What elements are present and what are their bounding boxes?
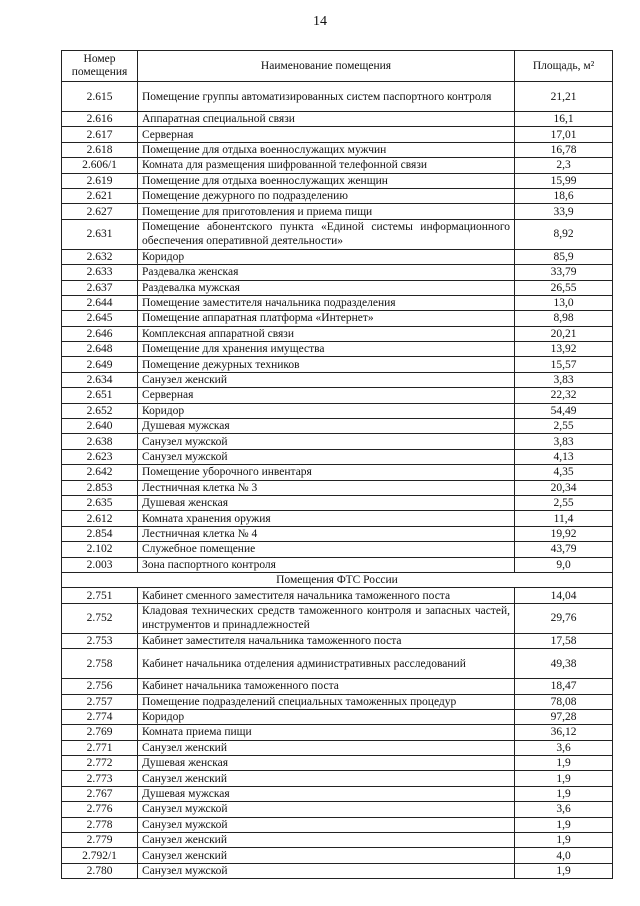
room-name-cell: Санузел женский [138, 771, 515, 786]
table-row [62, 357, 613, 372]
table-row [62, 603, 613, 633]
room-name-cell: Душевая мужская [138, 786, 515, 801]
room-name-cell: Помещение группы автоматизированных систем паспортного контроля [138, 82, 515, 112]
room-name-cell: Санузел мужской [138, 863, 515, 878]
room-area-cell: 9,0 [515, 557, 613, 572]
room-number-cell: 2.652 [62, 403, 138, 418]
room-name-cell: Санузел женский [138, 848, 515, 863]
room-name-cell: Коридор [138, 709, 515, 724]
room-number-cell: 2.645 [62, 311, 138, 326]
room-number-cell: 2.631 [62, 219, 138, 249]
room-number-cell: 2.638 [62, 434, 138, 449]
room-number-cell: 2.651 [62, 388, 138, 403]
room-name-cell: Помещение абонентского пункта «Единой системы информационного обеспечения оперативной деятельности» [138, 219, 515, 249]
table-row [62, 388, 613, 403]
section-title: Помещения ФТС России [62, 572, 613, 587]
room-area-cell: 4,35 [515, 465, 613, 480]
room-name-cell: Кладовая технических средств таможенного контроля и запасных частей, инструментов и принадлежностей [138, 603, 515, 633]
room-name-cell: Служебное помещение [138, 542, 515, 557]
table-row [62, 833, 613, 848]
room-name-cell: Аппаратная специальной связи [138, 112, 515, 127]
room-area-cell: 3,6 [515, 740, 613, 755]
room-name-cell: Санузел мужской [138, 817, 515, 832]
room-number-cell: 2.779 [62, 833, 138, 848]
room-name-cell: Санузел мужской [138, 802, 515, 817]
room-name-cell: Лестничная клетка № 3 [138, 480, 515, 495]
header-area: Площадь, м² [515, 51, 613, 82]
table-row [62, 588, 613, 603]
room-number-cell: 2.649 [62, 357, 138, 372]
room-area-cell: 16,78 [515, 142, 613, 157]
room-name-cell: Кабинет начальника отделения административных расследований [138, 649, 515, 679]
room-name-cell: Помещение для отдыха военнослужащих женщин [138, 173, 515, 188]
table-row [62, 142, 613, 157]
table-row [62, 557, 613, 572]
room-number-cell: 2.769 [62, 725, 138, 740]
room-name-cell: Помещение заместителя начальника подразделения [138, 295, 515, 310]
rooms-group-b [62, 588, 613, 879]
room-number-cell: 2.640 [62, 419, 138, 434]
table-row [62, 694, 613, 709]
table-row [62, 249, 613, 264]
table-row [62, 403, 613, 418]
room-area-cell: 3,83 [515, 434, 613, 449]
table-row [62, 204, 613, 219]
table-row [62, 112, 613, 127]
table-row [62, 265, 613, 280]
room-number-cell: 2.003 [62, 557, 138, 572]
table-row [62, 679, 613, 694]
table-row [62, 542, 613, 557]
table-row [62, 511, 613, 526]
room-area-cell: 49,38 [515, 649, 613, 679]
table-row [62, 372, 613, 387]
room-number-cell: 2.616 [62, 112, 138, 127]
room-area-cell: 1,9 [515, 863, 613, 878]
room-number-cell: 2.102 [62, 542, 138, 557]
room-name-cell: Комната приема пищи [138, 725, 515, 740]
rooms-table [61, 50, 613, 879]
room-name-cell: Кабинет начальника таможенного поста [138, 679, 515, 694]
room-number-cell: 2.648 [62, 342, 138, 357]
room-area-cell: 33,79 [515, 265, 613, 280]
room-number-cell: 2.853 [62, 480, 138, 495]
room-number-cell: 2.758 [62, 649, 138, 679]
room-number-cell: 2.767 [62, 786, 138, 801]
room-number-cell: 2.619 [62, 173, 138, 188]
room-number-cell: 2.780 [62, 863, 138, 878]
table-row [62, 158, 613, 173]
section-row [62, 572, 613, 587]
room-number-cell: 2.771 [62, 740, 138, 755]
room-number-cell: 2.778 [62, 817, 138, 832]
table-row [62, 649, 613, 679]
room-name-cell: Помещение уборочного инвентаря [138, 465, 515, 480]
room-area-cell: 1,9 [515, 817, 613, 832]
room-area-cell: 2,55 [515, 495, 613, 510]
room-area-cell: 14,04 [515, 588, 613, 603]
room-number-cell: 2.757 [62, 694, 138, 709]
room-area-cell: 4,0 [515, 848, 613, 863]
room-name-cell: Помещение дежурных техников [138, 357, 515, 372]
room-area-cell: 18,6 [515, 188, 613, 203]
room-name-cell: Душевая женская [138, 495, 515, 510]
header-room-number: Номер помещения [62, 51, 138, 82]
room-area-cell: 18,47 [515, 679, 613, 694]
room-area-cell: 19,92 [515, 526, 613, 541]
room-number-cell: 2.644 [62, 295, 138, 310]
room-area-cell: 22,32 [515, 388, 613, 403]
table-row [62, 280, 613, 295]
room-name-cell: Серверная [138, 127, 515, 142]
room-number-cell: 2.615 [62, 82, 138, 112]
table-row [62, 219, 613, 249]
table-row [62, 633, 613, 648]
room-number-cell: 2.637 [62, 280, 138, 295]
table-row [62, 173, 613, 188]
room-name-cell: Раздевалка женская [138, 265, 515, 280]
table-row [62, 725, 613, 740]
room-area-cell: 3,6 [515, 802, 613, 817]
room-area-cell: 97,28 [515, 709, 613, 724]
room-area-cell: 20,34 [515, 480, 613, 495]
room-name-cell: Зона паспортного контроля [138, 557, 515, 572]
room-number-cell: 2.792/1 [62, 848, 138, 863]
room-area-cell: 43,79 [515, 542, 613, 557]
room-area-cell: 17,58 [515, 633, 613, 648]
room-name-cell: Санузел мужской [138, 434, 515, 449]
room-area-cell: 16,1 [515, 112, 613, 127]
room-number-cell: 2.751 [62, 588, 138, 603]
room-name-cell: Душевая мужская [138, 419, 515, 434]
room-number-cell: 2.854 [62, 526, 138, 541]
table-row [62, 188, 613, 203]
table-row [62, 495, 613, 510]
room-area-cell: 4,13 [515, 449, 613, 464]
header-room-name: Наименование помещения [138, 51, 515, 82]
table-row [62, 802, 613, 817]
room-area-cell: 15,99 [515, 173, 613, 188]
table-row [62, 82, 613, 112]
room-name-cell: Лестничная клетка № 4 [138, 526, 515, 541]
room-area-cell: 3,83 [515, 372, 613, 387]
room-name-cell: Серверная [138, 388, 515, 403]
table-row [62, 863, 613, 878]
room-name-cell: Кабинет заместителя начальника таможенного поста [138, 633, 515, 648]
room-number-cell: 2.776 [62, 802, 138, 817]
table-row [62, 526, 613, 541]
room-name-cell: Комплексная аппаратной связи [138, 326, 515, 341]
rooms-group-a [62, 82, 613, 573]
room-name-cell: Помещение подразделений специальных таможенных процедур [138, 694, 515, 709]
room-area-cell: 13,0 [515, 295, 613, 310]
table-row [62, 326, 613, 341]
room-number-cell: 2.621 [62, 188, 138, 203]
room-area-cell: 8,98 [515, 311, 613, 326]
room-area-cell: 20,21 [515, 326, 613, 341]
table-row [62, 434, 613, 449]
table-row [62, 342, 613, 357]
table-row [62, 311, 613, 326]
room-number-cell: 2.618 [62, 142, 138, 157]
room-area-cell: 36,12 [515, 725, 613, 740]
room-name-cell: Санузел женский [138, 833, 515, 848]
room-name-cell: Помещение для приготовления и приема пищи [138, 204, 515, 219]
room-name-cell: Комната для размещения шифрованной телефонной связи [138, 158, 515, 173]
room-name-cell: Коридор [138, 403, 515, 418]
room-number-cell: 2.635 [62, 495, 138, 510]
room-area-cell: 33,9 [515, 204, 613, 219]
room-area-cell: 26,55 [515, 280, 613, 295]
room-number-cell: 2.756 [62, 679, 138, 694]
room-area-cell: 1,9 [515, 756, 613, 771]
room-area-cell: 1,9 [515, 786, 613, 801]
page-number: 14 [313, 14, 327, 29]
room-area-cell: 29,76 [515, 603, 613, 633]
table-row [62, 817, 613, 832]
room-number-cell: 2.627 [62, 204, 138, 219]
room-number-cell: 2.633 [62, 265, 138, 280]
table-row [62, 295, 613, 310]
room-area-cell: 1,9 [515, 771, 613, 786]
room-area-cell: 21,21 [515, 82, 613, 112]
room-number-cell: 2.753 [62, 633, 138, 648]
table-row [62, 771, 613, 786]
table-header-row [62, 51, 613, 82]
room-name-cell: Помещение аппаратная платформа «Интернет» [138, 311, 515, 326]
room-number-cell: 2.623 [62, 449, 138, 464]
table-row [62, 480, 613, 495]
room-area-cell: 85,9 [515, 249, 613, 264]
room-number-cell: 2.606/1 [62, 158, 138, 173]
room-name-cell: Помещение дежурного по подразделению [138, 188, 515, 203]
table-row [62, 465, 613, 480]
room-number-cell: 2.642 [62, 465, 138, 480]
table-row [62, 419, 613, 434]
room-number-cell: 2.646 [62, 326, 138, 341]
table-row [62, 786, 613, 801]
room-number-cell: 2.612 [62, 511, 138, 526]
room-area-cell: 78,08 [515, 694, 613, 709]
table-row [62, 756, 613, 771]
room-number-cell: 2.632 [62, 249, 138, 264]
room-number-cell: 2.752 [62, 603, 138, 633]
room-area-cell: 2,3 [515, 158, 613, 173]
room-area-cell: 1,9 [515, 833, 613, 848]
room-name-cell: Кабинет сменного заместителя начальника таможенного поста [138, 588, 515, 603]
room-area-cell: 15,57 [515, 357, 613, 372]
room-number-cell: 2.634 [62, 372, 138, 387]
table-row [62, 848, 613, 863]
table-row [62, 709, 613, 724]
room-area-cell: 17,01 [515, 127, 613, 142]
room-area-cell: 13,92 [515, 342, 613, 357]
table-row [62, 127, 613, 142]
room-name-cell: Раздевалка мужская [138, 280, 515, 295]
table-row [62, 449, 613, 464]
room-name-cell: Санузел женский [138, 740, 515, 755]
room-number-cell: 2.617 [62, 127, 138, 142]
room-number-cell: 2.774 [62, 709, 138, 724]
room-area-cell: 11,4 [515, 511, 613, 526]
room-name-cell: Душевая женская [138, 756, 515, 771]
table-row [62, 740, 613, 755]
room-area-cell: 54,49 [515, 403, 613, 418]
room-number-cell: 2.772 [62, 756, 138, 771]
room-name-cell: Помещение для хранения имущества [138, 342, 515, 357]
room-name-cell: Коридор [138, 249, 515, 264]
room-name-cell: Санузел женский [138, 372, 515, 387]
room-name-cell: Помещение для отдыха военнослужащих мужчин [138, 142, 515, 157]
room-number-cell: 2.773 [62, 771, 138, 786]
room-area-cell: 2,55 [515, 419, 613, 434]
room-area-cell: 8,92 [515, 219, 613, 249]
room-name-cell: Комната хранения оружия [138, 511, 515, 526]
room-name-cell: Санузел мужской [138, 449, 515, 464]
